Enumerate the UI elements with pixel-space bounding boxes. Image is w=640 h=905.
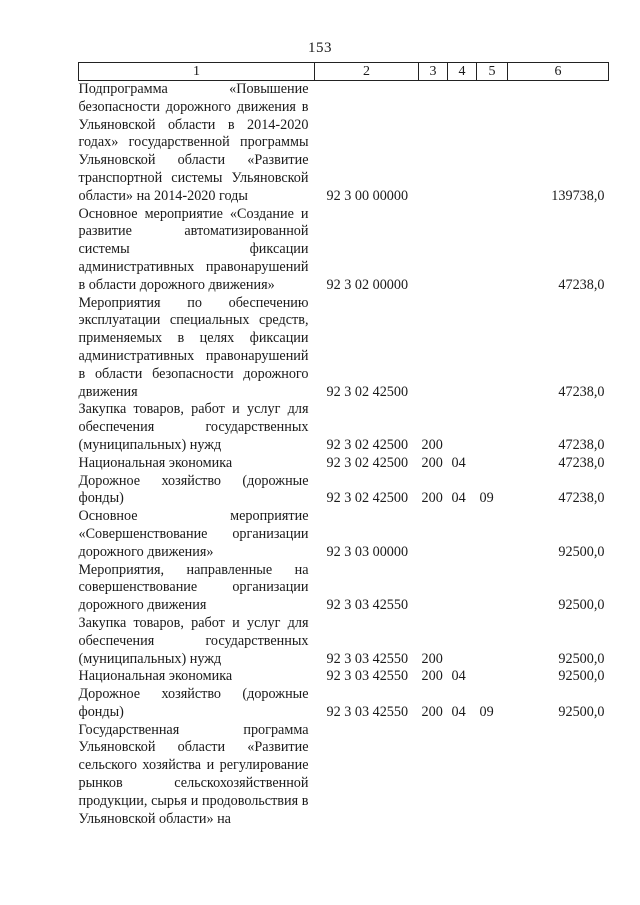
- table-row: [79, 473, 609, 509]
- table-row: [79, 508, 609, 561]
- table-body: [79, 81, 609, 829]
- row-subsection: [477, 206, 508, 295]
- row-amount: 92500,0: [558, 668, 605, 685]
- row-subsection: [477, 722, 508, 829]
- row-section: [448, 295, 477, 402]
- row-name: Основное мероприятие «Совершенствование организации дорожного движения»: [78, 508, 309, 560]
- row-section: 04: [451, 454, 466, 471]
- row-name: Подпрограмма «Повышение безопасности дорожного движения в Ульяновской области в 2014-2020 годах» государственной программы Ульяновской области «Развитие транспортной системы Ульяновской области» на 2014-2020 годы: [78, 81, 309, 204]
- table-row: [79, 615, 609, 668]
- row-section: 04: [451, 490, 466, 507]
- row-section: [448, 81, 477, 206]
- table-row: [79, 401, 609, 454]
- row-amount: 92500,0: [558, 650, 605, 667]
- row-target-article: [315, 722, 419, 829]
- row-subsection: [477, 455, 508, 473]
- row-expense-type: 200: [421, 454, 443, 471]
- header-row: [79, 63, 609, 81]
- row-target-article: 92 3 03 42550: [326, 650, 409, 667]
- row-target-article: 92 3 02 42500: [326, 454, 409, 471]
- row-section: [448, 401, 477, 454]
- row-name: Закупка товаров, работ и услуг для обеспечения государственных (муниципальных) нужд: [78, 401, 309, 453]
- row-amount: 47238,0: [558, 276, 605, 293]
- row-name: Национальная экономика: [78, 454, 233, 471]
- row-target-article: 92 3 03 42550: [326, 597, 409, 614]
- row-amount: 47238,0: [558, 383, 605, 400]
- table-row: [79, 81, 609, 206]
- row-name: Дорожное хозяйство (дорожные фонды): [78, 686, 309, 720]
- table-row: [79, 668, 609, 686]
- table-row: [79, 206, 609, 295]
- row-subsection: [477, 295, 508, 402]
- row-target-article: 92 3 00 00000: [326, 187, 409, 204]
- row-section: 04: [451, 668, 466, 685]
- row-expense-type: 200: [421, 703, 443, 720]
- row-subsection: [477, 562, 508, 615]
- row-subsection: 09: [479, 490, 494, 507]
- row-amount: [508, 722, 609, 829]
- row-section: [448, 615, 477, 668]
- row-section: [448, 562, 477, 615]
- header-col-5: 5: [477, 63, 508, 81]
- row-amount: 92500,0: [558, 543, 605, 560]
- row-name: Мероприятия, направленные на совершенствование организации дорожного движения: [78, 561, 309, 614]
- row-expense-type: 200: [421, 436, 443, 453]
- header-col-4: 4: [448, 63, 477, 81]
- header-col-3: 3: [419, 63, 448, 81]
- row-section: [448, 722, 477, 829]
- row-name: Закупка товаров, работ и услуг для обеспечения государственных (муниципальных) нужд: [78, 614, 309, 667]
- row-section: [448, 508, 477, 561]
- row-expense-type: 200: [421, 668, 443, 685]
- row-subsection: [477, 401, 508, 454]
- table-row: [79, 722, 609, 829]
- row-expense-type: [419, 295, 448, 402]
- row-expense-type: 200: [421, 490, 443, 507]
- row-name: Национальная экономика: [78, 668, 233, 685]
- row-name: Дорожное хозяйство (дорожные фонды): [78, 472, 309, 507]
- page-number: 153: [308, 40, 332, 56]
- table-row: [79, 455, 609, 473]
- row-target-article: 92 3 02 42500: [326, 490, 409, 507]
- table-row: [79, 686, 609, 722]
- header-col-2: 2: [315, 63, 419, 81]
- row-amount: 47238,0: [558, 436, 605, 453]
- row-subsection: [477, 81, 508, 206]
- budget-table: [78, 62, 609, 828]
- row-target-article: 92 3 03 42550: [326, 703, 409, 720]
- row-name: Государственная программа Ульяновской области «Развитие сельского хозяйства и регулирование рынков сельскохозяйственной продукции, сырья и продовольствия в Ульяновской области» на: [78, 721, 309, 827]
- row-section: 04: [451, 703, 466, 720]
- table-header: [79, 63, 609, 81]
- row-amount: 47238,0: [558, 490, 605, 507]
- row-expense-type: [419, 562, 448, 615]
- row-subsection: 09: [479, 703, 494, 720]
- table-row: [79, 562, 609, 615]
- row-target-article: 92 3 02 42500: [326, 436, 409, 453]
- row-expense-type: [419, 508, 448, 561]
- row-subsection: [477, 615, 508, 668]
- row-amount: 92500,0: [558, 597, 605, 614]
- row-expense-type: [419, 81, 448, 206]
- row-section: [448, 206, 477, 295]
- row-target-article: 92 3 03 00000: [326, 543, 409, 560]
- row-subsection: [477, 668, 508, 686]
- row-amount: 47238,0: [558, 454, 605, 471]
- row-target-article: 92 3 03 42550: [326, 668, 409, 685]
- row-amount: 139738,0: [551, 187, 605, 204]
- row-name: Основное мероприятие «Создание и развитие автоматизированной системы фиксации административных правонарушений в области дорожного движения»: [78, 205, 309, 293]
- header-col-1: 1: [79, 63, 315, 81]
- row-expense-type: 200: [421, 650, 443, 667]
- row-name: Мероприятия по обеспечению эксплуатации специальных средств, применяемых в целях фиксации административных правонарушений в области безопасности дорожного движения: [78, 294, 309, 400]
- row-target-article: 92 3 02 42500: [326, 383, 409, 400]
- row-subsection: [477, 508, 508, 561]
- header-col-6: 6: [508, 63, 609, 81]
- row-expense-type: [419, 206, 448, 295]
- row-target-article: 92 3 02 00000: [326, 276, 409, 293]
- row-amount: 92500,0: [558, 703, 605, 720]
- table-row: [79, 295, 609, 402]
- row-expense-type: [419, 722, 448, 829]
